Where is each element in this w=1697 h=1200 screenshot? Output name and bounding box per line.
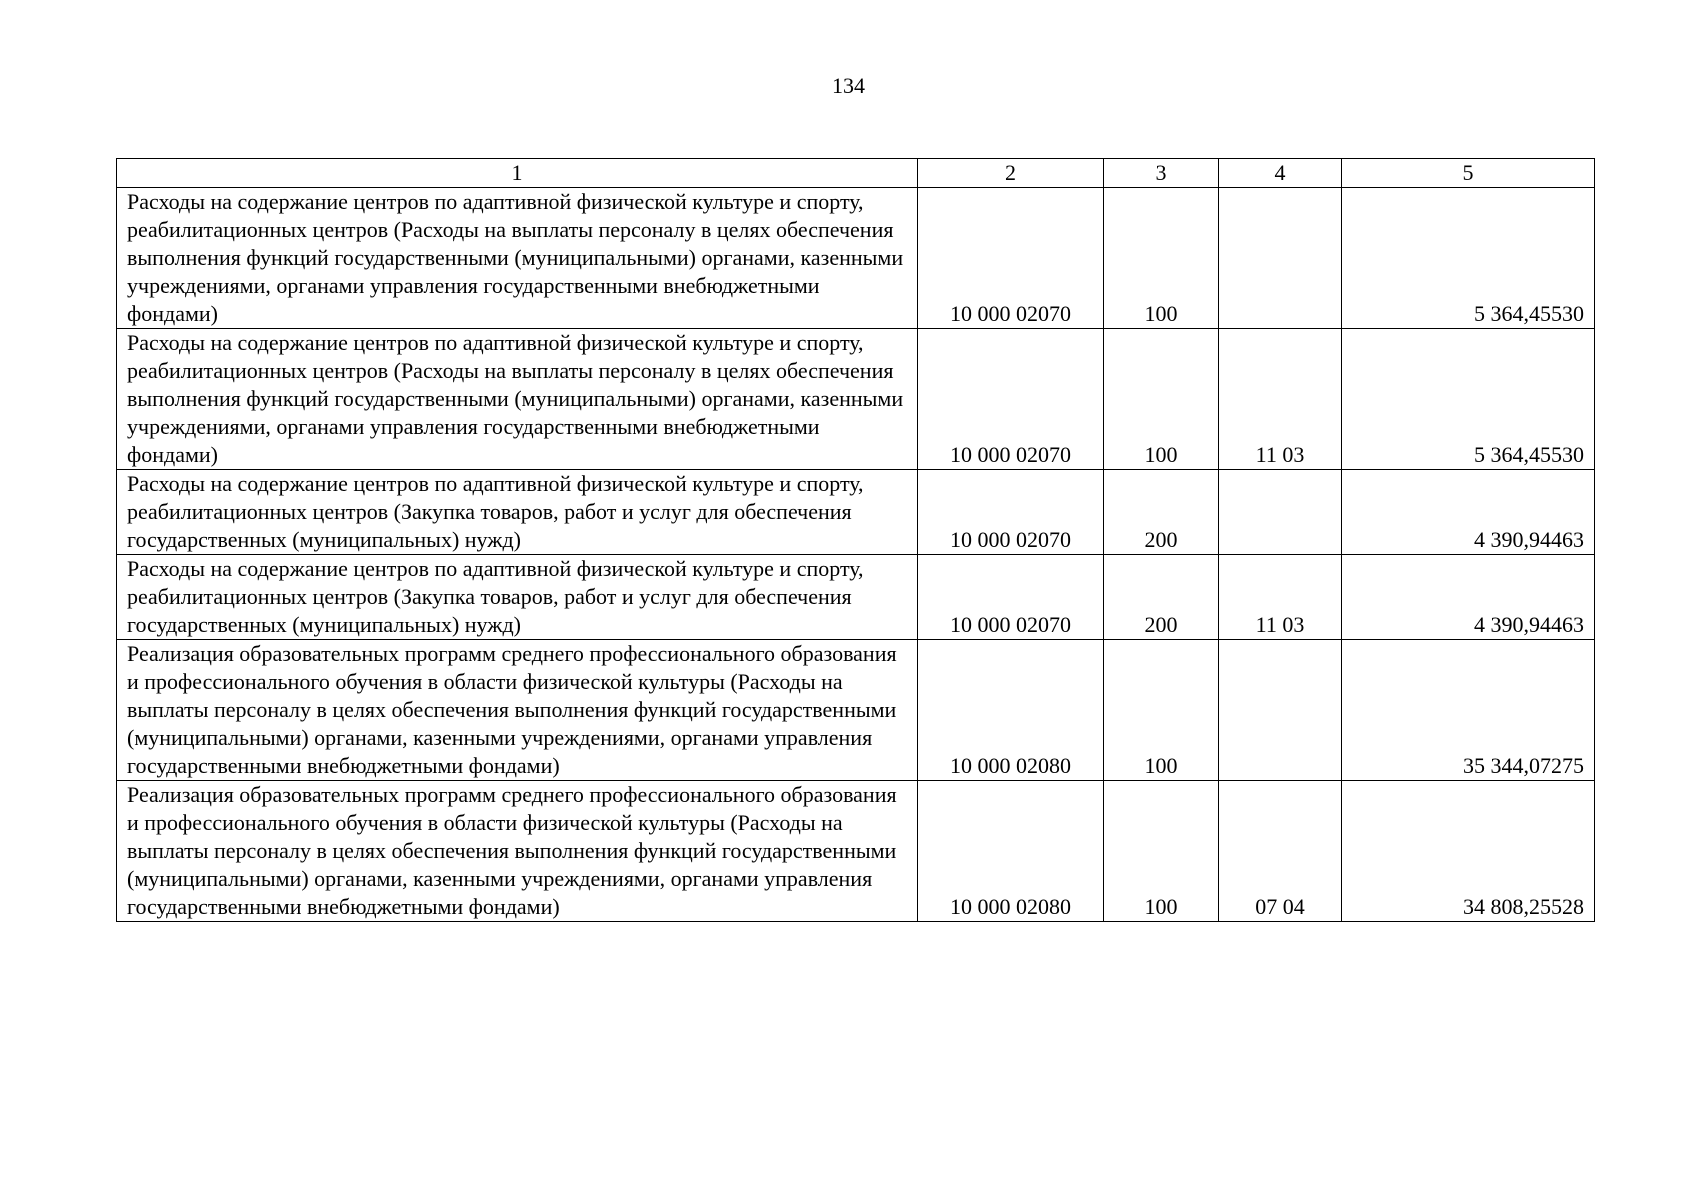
amount-cell: 34 808,25528 — [1342, 781, 1595, 922]
table-row — [117, 470, 1595, 555]
expense-type-cell: 100 — [1104, 640, 1219, 781]
table-row — [117, 188, 1595, 329]
amount-cell: 4 390,94463 — [1342, 470, 1595, 555]
expense-name-cell: Реализация образовательных программ среднего профессионального образования и профессионального обучения в области физической культуры (Расходы на выплаты персоналу в целях обеспечения выполнения функций государственными (муниципальными) органами, казенными учреждениями, органами управления государственными внебюджетными фондами) — [117, 781, 918, 922]
section-cell — [1219, 640, 1342, 781]
table-header-row — [117, 159, 1595, 188]
expense-type-cell: 200 — [1104, 470, 1219, 555]
target-code-cell: 10 000 02080 — [918, 640, 1104, 781]
table-row — [117, 640, 1595, 781]
expense-type-cell: 200 — [1104, 555, 1219, 640]
column-header: 5 — [1342, 159, 1595, 188]
expense-type-cell: 100 — [1104, 329, 1219, 470]
table-row — [117, 329, 1595, 470]
section-cell: 11 03 — [1219, 329, 1342, 470]
section-cell — [1219, 188, 1342, 329]
table-row — [117, 555, 1595, 640]
expense-name-cell: Расходы на содержание центров по адаптивной физической культуре и спорту, реабилитационных центров (Закупка товаров, работ и услуг для обеспечения государственных (муниципальных) нужд) — [117, 470, 918, 555]
expense-type-cell: 100 — [1104, 188, 1219, 329]
amount-cell: 35 344,07275 — [1342, 640, 1595, 781]
section-cell: 07 04 — [1219, 781, 1342, 922]
amount-cell: 5 364,45530 — [1342, 329, 1595, 470]
column-header: 2 — [918, 159, 1104, 188]
table-row — [117, 781, 1595, 922]
page-number: 134 — [832, 73, 865, 98]
column-header: 4 — [1219, 159, 1342, 188]
expense-name-cell: Расходы на содержание центров по адаптивной физической культуре и спорту, реабилитационных центров (Закупка товаров, работ и услуг для обеспечения государственных (муниципальных) нужд) — [117, 555, 918, 640]
expense-name-cell: Расходы на содержание центров по адаптивной физической культуре и спорту, реабилитационных центров (Расходы на выплаты персоналу в целях обеспечения выполнения функций государственными (муниципальными) органами, казенными учреждениями, органами управления государственными внебюджетными фондами) — [117, 329, 918, 470]
amount-cell: 5 364,45530 — [1342, 188, 1595, 329]
column-header: 3 — [1104, 159, 1219, 188]
column-header: 1 — [117, 159, 918, 188]
budget-table — [116, 158, 1595, 922]
expense-name-cell: Реализация образовательных программ среднего профессионального образования и профессионального обучения в области физической культуры (Расходы на выплаты персоналу в целях обеспечения выполнения функций государственными (муниципальными) органами, казенными учреждениями, органами управления государственными внебюджетными фондами) — [117, 640, 918, 781]
target-code-cell: 10 000 02070 — [918, 470, 1104, 555]
target-code-cell: 10 000 02070 — [918, 329, 1104, 470]
target-code-cell: 10 000 02070 — [918, 555, 1104, 640]
section-cell — [1219, 470, 1342, 555]
expense-type-cell: 100 — [1104, 781, 1219, 922]
target-code-cell: 10 000 02080 — [918, 781, 1104, 922]
amount-cell: 4 390,94463 — [1342, 555, 1595, 640]
expense-name-cell: Расходы на содержание центров по адаптивной физической культуре и спорту, реабилитационных центров (Расходы на выплаты персоналу в целях обеспечения выполнения функций государственными (муниципальными) органами, казенными учреждениями, органами управления государственными внебюджетными фондами) — [117, 188, 918, 329]
section-cell: 11 03 — [1219, 555, 1342, 640]
target-code-cell: 10 000 02070 — [918, 188, 1104, 329]
